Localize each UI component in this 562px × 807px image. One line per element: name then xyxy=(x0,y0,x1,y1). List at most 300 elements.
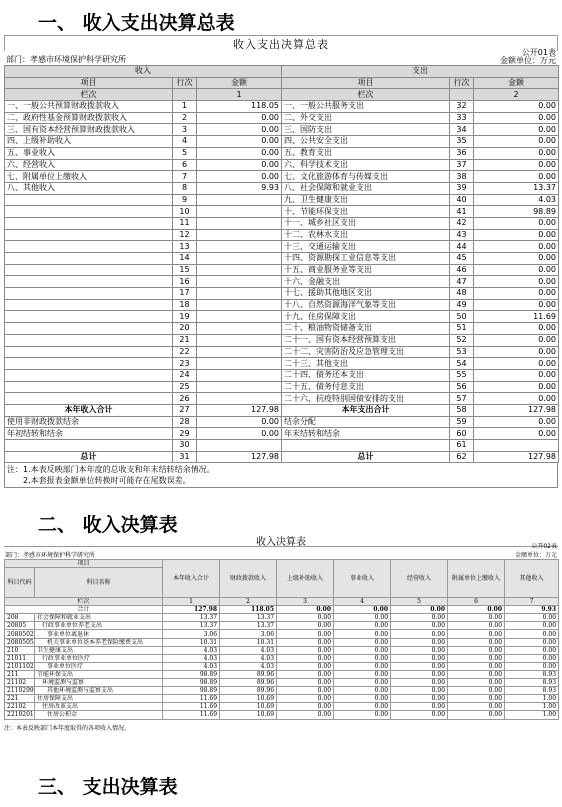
table2-total-label: 合计 xyxy=(5,606,163,614)
amount-cell: 0.00 xyxy=(391,614,448,622)
amount-cell: 1.00 xyxy=(505,703,559,711)
lanci-income: 栏次 xyxy=(5,89,173,101)
amount-cell: 10.69 xyxy=(220,703,277,711)
income-item xyxy=(5,229,173,241)
expense-item: 二十一、国有资本经营预算支出 xyxy=(282,334,450,346)
table1-title: 收入支出决算总表 xyxy=(4,35,558,51)
table1-row xyxy=(5,393,559,405)
table2-form-no: 公开02表 xyxy=(531,543,557,550)
expense-row-no: 45 xyxy=(450,253,474,265)
expense-amount: 11.69 xyxy=(474,311,559,323)
table1-row xyxy=(5,288,559,300)
expense-row-no: 57 xyxy=(450,393,474,405)
table2-row xyxy=(5,687,559,695)
amount-cell: 0.00 xyxy=(277,695,334,703)
table1-row xyxy=(5,311,559,323)
amount-cell: 0.00 xyxy=(277,670,334,678)
table2-total-4: 0.00 xyxy=(334,606,391,614)
expense-item: 九、卫生健康支出 xyxy=(282,194,450,206)
table2-row xyxy=(5,622,559,630)
amount-cell: 0.00 xyxy=(448,703,505,711)
expense-amount: 0.00 xyxy=(474,299,559,311)
col-row-expense: 行次 xyxy=(450,77,474,89)
income-amount xyxy=(197,241,282,253)
expense-amount: 0.00 xyxy=(474,101,559,113)
expense-amount: 0.00 xyxy=(474,346,559,358)
income-item xyxy=(5,346,173,358)
table2-col-7: 其他收入 xyxy=(505,560,559,598)
table1-row xyxy=(5,217,559,229)
income-amount xyxy=(197,393,282,405)
expense-item: 十四、资源勘探工业信息等支出 xyxy=(282,253,450,265)
amount-cell: 0.00 xyxy=(334,654,391,662)
income-row-no: 6 xyxy=(173,159,197,171)
income-item xyxy=(5,311,173,323)
table2-col-4: 事业收入 xyxy=(334,560,391,598)
table1-note-1: 注：1.本表反映部门本年度的总收支和年末结转结余情况。 xyxy=(7,465,215,475)
income-expense-summary-table xyxy=(4,35,558,488)
amount-cell: 3.06 xyxy=(220,630,277,638)
amount-cell: 98.89 xyxy=(163,679,220,687)
income-amount: 0.00 xyxy=(197,416,282,428)
income-row-no: 31 xyxy=(173,451,197,463)
expense-item: 六、科学技术支出 xyxy=(282,159,450,171)
income-amount xyxy=(197,229,282,241)
table2-project: 项目 xyxy=(5,560,163,568)
income-item xyxy=(5,276,173,288)
subject-name: 事业单位医疗 xyxy=(35,662,163,670)
amount-cell: 10.31 xyxy=(220,638,277,646)
table1-row xyxy=(5,381,559,393)
table2-col-code: 科目代码 xyxy=(5,568,35,598)
income-item xyxy=(5,217,173,229)
expense-row-no: 46 xyxy=(450,264,474,276)
table1-dept: 部门：孝感市环境保护科学研究所 xyxy=(6,55,126,64)
subject-code: 221 xyxy=(5,695,35,703)
income-amount: 0.00 xyxy=(197,136,282,148)
table1-column-header xyxy=(5,77,559,89)
income-item xyxy=(5,381,173,393)
amount-cell: 4.03 xyxy=(163,662,220,670)
table2-title: 收入决算表 xyxy=(4,533,558,547)
amount-cell: 0.00 xyxy=(448,695,505,703)
expense-row-no: 39 xyxy=(450,182,474,194)
amount-cell: 8.93 xyxy=(505,687,559,695)
expense-row-no: 60 xyxy=(450,428,474,440)
expense-amount: 0.00 xyxy=(474,369,559,381)
income-amount: 0.00 xyxy=(197,147,282,159)
expense-amount: 0.00 xyxy=(474,112,559,124)
table1-row xyxy=(5,194,559,206)
table1-row xyxy=(5,241,559,253)
amount-cell: 0.00 xyxy=(334,614,391,622)
expense-item: 十九、住房保障支出 xyxy=(282,311,450,323)
expense-amount: 0.00 xyxy=(474,171,559,183)
amount-cell: 0.00 xyxy=(391,630,448,638)
expense-amount xyxy=(474,440,559,452)
income-row-no: 23 xyxy=(173,358,197,370)
amount-cell: 89.96 xyxy=(220,687,277,695)
expense-amount: 0.00 xyxy=(474,334,559,346)
amount-cell: 0.00 xyxy=(334,703,391,711)
amount-cell: 0.00 xyxy=(334,670,391,678)
lanci-income-num: 1 xyxy=(197,89,282,101)
expense-row-no: 33 xyxy=(450,112,474,124)
income-row-no: 27 xyxy=(173,404,197,416)
table2-lanci-3: 3 xyxy=(277,598,334,606)
table2-total-1: 127.98 xyxy=(163,606,220,614)
table2-row xyxy=(5,638,559,646)
income-amount: 0.00 xyxy=(197,159,282,171)
expense-amount: 98.89 xyxy=(474,206,559,218)
table2-lanci-4: 4 xyxy=(334,598,391,606)
expense-row-no: 36 xyxy=(450,147,474,159)
expense-item: 十七、援助其他地区支出 xyxy=(282,288,450,300)
expense-row-no: 53 xyxy=(450,346,474,358)
table2-lanci-6: 6 xyxy=(448,598,505,606)
table1-lanci-row xyxy=(5,89,559,101)
amount-cell: 11.69 xyxy=(163,695,220,703)
table1-row xyxy=(5,159,559,171)
table1-grid xyxy=(4,65,559,463)
subject-code: 21011 xyxy=(5,654,35,662)
table2-row xyxy=(5,654,559,662)
table2-lanci: 栏次 xyxy=(5,598,163,606)
amount-cell: 0.00 xyxy=(505,654,559,662)
amount-cell: 0.00 xyxy=(391,654,448,662)
subject-code: 22102 xyxy=(5,703,35,711)
table2-lanci-1: 1 xyxy=(163,598,220,606)
income-item: 一、一般公共预算财政拨款收入 xyxy=(5,101,173,113)
table2-total-6: 0.00 xyxy=(448,606,505,614)
amount-cell: 0.00 xyxy=(334,630,391,638)
income-item: 本年收入合计 xyxy=(5,404,173,416)
subject-name: 节能环保支出 xyxy=(35,670,163,678)
lanci-expense-blank xyxy=(450,89,474,101)
table1-row xyxy=(5,440,559,452)
table1-row xyxy=(5,404,559,416)
income-row-no: 21 xyxy=(173,334,197,346)
table1-row xyxy=(5,451,559,463)
amount-cell: 0.00 xyxy=(448,679,505,687)
income-item: 总计 xyxy=(5,451,173,463)
expense-item: 二、外交支出 xyxy=(282,112,450,124)
subject-name: 住房改革支出 xyxy=(35,703,163,711)
amount-cell: 0.00 xyxy=(334,638,391,646)
expense-row-no: 38 xyxy=(450,171,474,183)
amount-cell: 0.00 xyxy=(391,670,448,678)
expense-amount: 0.00 xyxy=(474,124,559,136)
income-item: 三、国有资本经营预算财政拨款收入 xyxy=(5,124,173,136)
amount-cell: 0.00 xyxy=(391,711,448,719)
table1-row xyxy=(5,101,559,113)
expense-item: 十六、金融支出 xyxy=(282,276,450,288)
table2-unit: 金额单位：万元 xyxy=(514,552,557,559)
income-row-no: 19 xyxy=(173,311,197,323)
col-amount-expense: 金额 xyxy=(474,77,559,89)
income-item xyxy=(5,369,173,381)
expense-row-no: 54 xyxy=(450,358,474,370)
table2-total-5: 0.00 xyxy=(391,606,448,614)
table2-total-3: 0.00 xyxy=(277,606,334,614)
expense-item: 二十、粮油物资储备支出 xyxy=(282,323,450,335)
expense-row-no: 34 xyxy=(450,124,474,136)
amount-cell: 0.00 xyxy=(277,638,334,646)
table1-row xyxy=(5,276,559,288)
table2-col-5: 经营收入 xyxy=(391,560,448,598)
table1-row xyxy=(5,124,559,136)
table2-grid xyxy=(4,559,559,720)
table1-unit: 金额单位：万元 xyxy=(500,56,556,65)
expense-amount: 0.00 xyxy=(474,136,559,148)
amount-cell: 0.00 xyxy=(448,630,505,638)
table1-row xyxy=(5,229,559,241)
income-amount: 127.98 xyxy=(197,404,282,416)
income-amount xyxy=(197,206,282,218)
income-row-no: 8 xyxy=(173,182,197,194)
heading-income-table: 二、 收入决算表 xyxy=(38,514,178,536)
amount-cell: 0.00 xyxy=(448,687,505,695)
amount-cell: 0.00 xyxy=(334,646,391,654)
income-amount xyxy=(197,253,282,265)
table2-row xyxy=(5,662,559,670)
income-item: 七、附属单位上缴收入 xyxy=(5,171,173,183)
income-header: 收入 xyxy=(5,66,282,78)
income-row-no: 15 xyxy=(173,264,197,276)
expense-item: 十一、城乡社区支出 xyxy=(282,217,450,229)
income-row-no: 13 xyxy=(173,241,197,253)
expense-row-no: 52 xyxy=(450,334,474,346)
income-amount xyxy=(197,264,282,276)
expense-item: 二十六、抗疫特别国债安排的支出 xyxy=(282,393,450,405)
expense-item: 二十二、灾害防治及应急管理支出 xyxy=(282,346,450,358)
expense-amount: 0.00 xyxy=(474,416,559,428)
amount-cell: 13.37 xyxy=(220,614,277,622)
amount-cell: 11.69 xyxy=(163,711,220,719)
amount-cell: 4.03 xyxy=(163,654,220,662)
table2-lanci-5: 5 xyxy=(391,598,448,606)
col-item-income: 项目 xyxy=(5,77,173,89)
income-item: 四、上级补助收入 xyxy=(5,136,173,148)
amount-cell: 0.00 xyxy=(334,711,391,719)
income-amount xyxy=(197,323,282,335)
table2-col-2: 财政拨款收入 xyxy=(220,560,277,598)
amount-cell: 0.00 xyxy=(448,711,505,719)
income-row-no: 28 xyxy=(173,416,197,428)
subject-code: 2101102 xyxy=(5,662,35,670)
expense-row-no: 51 xyxy=(450,323,474,335)
amount-cell: 0.00 xyxy=(448,638,505,646)
amount-cell: 0.00 xyxy=(505,662,559,670)
amount-cell: 0.00 xyxy=(277,654,334,662)
expense-amount: 0.00 xyxy=(474,217,559,229)
table2-dept: 部门：孝感市环境保护科学研究所 xyxy=(5,552,96,559)
amount-cell: 11.69 xyxy=(163,703,220,711)
table1-right-meta xyxy=(500,49,556,65)
income-item: 五、事业收入 xyxy=(5,147,173,159)
income-row-no: 4 xyxy=(173,136,197,148)
amount-cell: 0.00 xyxy=(277,614,334,622)
income-item xyxy=(5,288,173,300)
amount-cell: 13.37 xyxy=(220,622,277,630)
amount-cell: 8.93 xyxy=(505,670,559,678)
expense-item: 结余分配 xyxy=(282,416,450,428)
income-amount xyxy=(197,311,282,323)
amount-cell: 0.00 xyxy=(391,622,448,630)
income-amount: 127.98 xyxy=(197,451,282,463)
expense-amount: 0.00 xyxy=(474,147,559,159)
income-row-no: 20 xyxy=(173,323,197,335)
amount-cell: 10.69 xyxy=(220,695,277,703)
expense-amount: 127.98 xyxy=(474,404,559,416)
subject-code: 2080505 xyxy=(5,638,35,646)
income-item xyxy=(5,194,173,206)
income-row-no: 1 xyxy=(173,101,197,113)
income-table xyxy=(4,533,558,732)
table2-total-2: 118.05 xyxy=(220,606,277,614)
amount-cell: 0.00 xyxy=(448,662,505,670)
subject-name: 卫生健康支出 xyxy=(35,646,163,654)
amount-cell: 0.00 xyxy=(277,622,334,630)
income-amount: 0.00 xyxy=(197,171,282,183)
amount-cell: 1.00 xyxy=(505,711,559,719)
table2-total-7: 9.93 xyxy=(505,606,559,614)
expense-item: 二十五、债务付息支出 xyxy=(282,381,450,393)
income-row-no: 2 xyxy=(173,112,197,124)
table2-row xyxy=(5,670,559,678)
table1-section-header xyxy=(5,66,559,78)
income-amount: 118.05 xyxy=(197,101,282,113)
col-amount-income: 金额 xyxy=(197,77,282,89)
income-item xyxy=(5,206,173,218)
amount-cell: 0.00 xyxy=(505,622,559,630)
amount-cell: 0.00 xyxy=(448,654,505,662)
amount-cell: 98.89 xyxy=(163,670,220,678)
amount-cell: 0.00 xyxy=(277,703,334,711)
income-row-no: 22 xyxy=(173,346,197,358)
table1-row xyxy=(5,299,559,311)
amount-cell: 0.00 xyxy=(505,646,559,654)
expense-row-no: 56 xyxy=(450,381,474,393)
subject-code: 20805 xyxy=(5,622,35,630)
expense-amount: 0.00 xyxy=(474,428,559,440)
lanci-expense: 栏次 xyxy=(282,89,450,101)
income-item: 八、其他收入 xyxy=(5,182,173,194)
table2-col-6: 附属单位上缴收入 xyxy=(448,560,505,598)
income-item xyxy=(5,358,173,370)
subject-code: 2210201 xyxy=(5,711,35,719)
table2-lanci-row xyxy=(5,598,559,606)
expense-amount: 13.37 xyxy=(474,182,559,194)
table1-note-2: 2.本套报表金额单位转换时可能存在尾数误差。 xyxy=(7,476,191,486)
expense-row-no: 41 xyxy=(450,206,474,218)
table1-row xyxy=(5,147,559,159)
table2-row xyxy=(5,711,559,719)
amount-cell: 0.00 xyxy=(391,703,448,711)
expense-item: 十二、农林水支出 xyxy=(282,229,450,241)
amount-cell: 0.00 xyxy=(277,687,334,695)
income-item: 六、经营收入 xyxy=(5,159,173,171)
subject-code: 21102 xyxy=(5,679,35,687)
income-item xyxy=(5,393,173,405)
amount-cell: 0.00 xyxy=(334,662,391,670)
amount-cell: 0.00 xyxy=(505,630,559,638)
income-row-no: 16 xyxy=(173,276,197,288)
table1-row xyxy=(5,428,559,440)
table2-row xyxy=(5,703,559,711)
expense-item: 八、社会保障和就业支出 xyxy=(282,182,450,194)
table2-lanci-7: 7 xyxy=(505,598,559,606)
expense-row-no: 59 xyxy=(450,416,474,428)
expense-amount: 4.03 xyxy=(474,194,559,206)
col-item-expense: 项目 xyxy=(282,77,450,89)
expense-item: 一、一般公共服务支出 xyxy=(282,101,450,113)
table1-row xyxy=(5,416,559,428)
subject-name: 行政事业单位养老支出 xyxy=(35,622,163,630)
income-row-no: 10 xyxy=(173,206,197,218)
subject-name: 其他环境监测与监察支出 xyxy=(35,687,163,695)
amount-cell: 98.89 xyxy=(163,687,220,695)
table2-row xyxy=(5,630,559,638)
amount-cell: 0.00 xyxy=(505,614,559,622)
amount-cell: 0.00 xyxy=(277,711,334,719)
amount-cell: 8.93 xyxy=(505,679,559,687)
expense-item: 三、国防支出 xyxy=(282,124,450,136)
income-item xyxy=(5,334,173,346)
expense-row-no: 50 xyxy=(450,311,474,323)
table2-row xyxy=(5,695,559,703)
heading-expense-table: 三、 支出决算表 xyxy=(38,776,178,798)
income-amount: 0.00 xyxy=(197,112,282,124)
expense-item: 十、节能环保支出 xyxy=(282,206,450,218)
income-amount: 0.00 xyxy=(197,428,282,440)
table1-row xyxy=(5,136,559,148)
income-row-no: 18 xyxy=(173,299,197,311)
income-amount xyxy=(197,381,282,393)
lanci-expense-num: 2 xyxy=(474,89,559,101)
table1-row xyxy=(5,358,559,370)
table2-col-name: 科目名称 xyxy=(35,568,163,598)
amount-cell: 0.00 xyxy=(391,662,448,670)
expense-row-no: 37 xyxy=(450,159,474,171)
expense-row-no: 62 xyxy=(450,451,474,463)
expense-amount: 0.00 xyxy=(474,381,559,393)
amount-cell: 0.00 xyxy=(448,622,505,630)
table2-total-row xyxy=(5,606,559,614)
expense-row-no: 42 xyxy=(450,217,474,229)
expense-item: 七、文化旅游体育与传媒支出 xyxy=(282,171,450,183)
expense-row-no: 49 xyxy=(450,299,474,311)
table2-note: 注：本表反映部门本年度取得的各项收入情况。 xyxy=(4,724,131,732)
subject-name: 事业单位离退休 xyxy=(35,630,163,638)
income-row-no: 12 xyxy=(173,229,197,241)
expense-amount: 0.00 xyxy=(474,159,559,171)
amount-cell: 10.31 xyxy=(163,638,220,646)
income-row-no: 25 xyxy=(173,381,197,393)
income-item: 年初结转和结余 xyxy=(5,428,173,440)
income-row-no: 5 xyxy=(173,147,197,159)
amount-cell: 0.00 xyxy=(391,679,448,687)
amount-cell: 4.03 xyxy=(163,646,220,654)
amount-cell: 89.96 xyxy=(220,679,277,687)
income-item: 二、政府性基金预算财政拨款收入 xyxy=(5,112,173,124)
income-amount xyxy=(197,276,282,288)
subject-code: 2110299 xyxy=(5,687,35,695)
income-item xyxy=(5,323,173,335)
amount-cell: 0.00 xyxy=(391,638,448,646)
table1-row xyxy=(5,112,559,124)
amount-cell: 0.00 xyxy=(391,687,448,695)
